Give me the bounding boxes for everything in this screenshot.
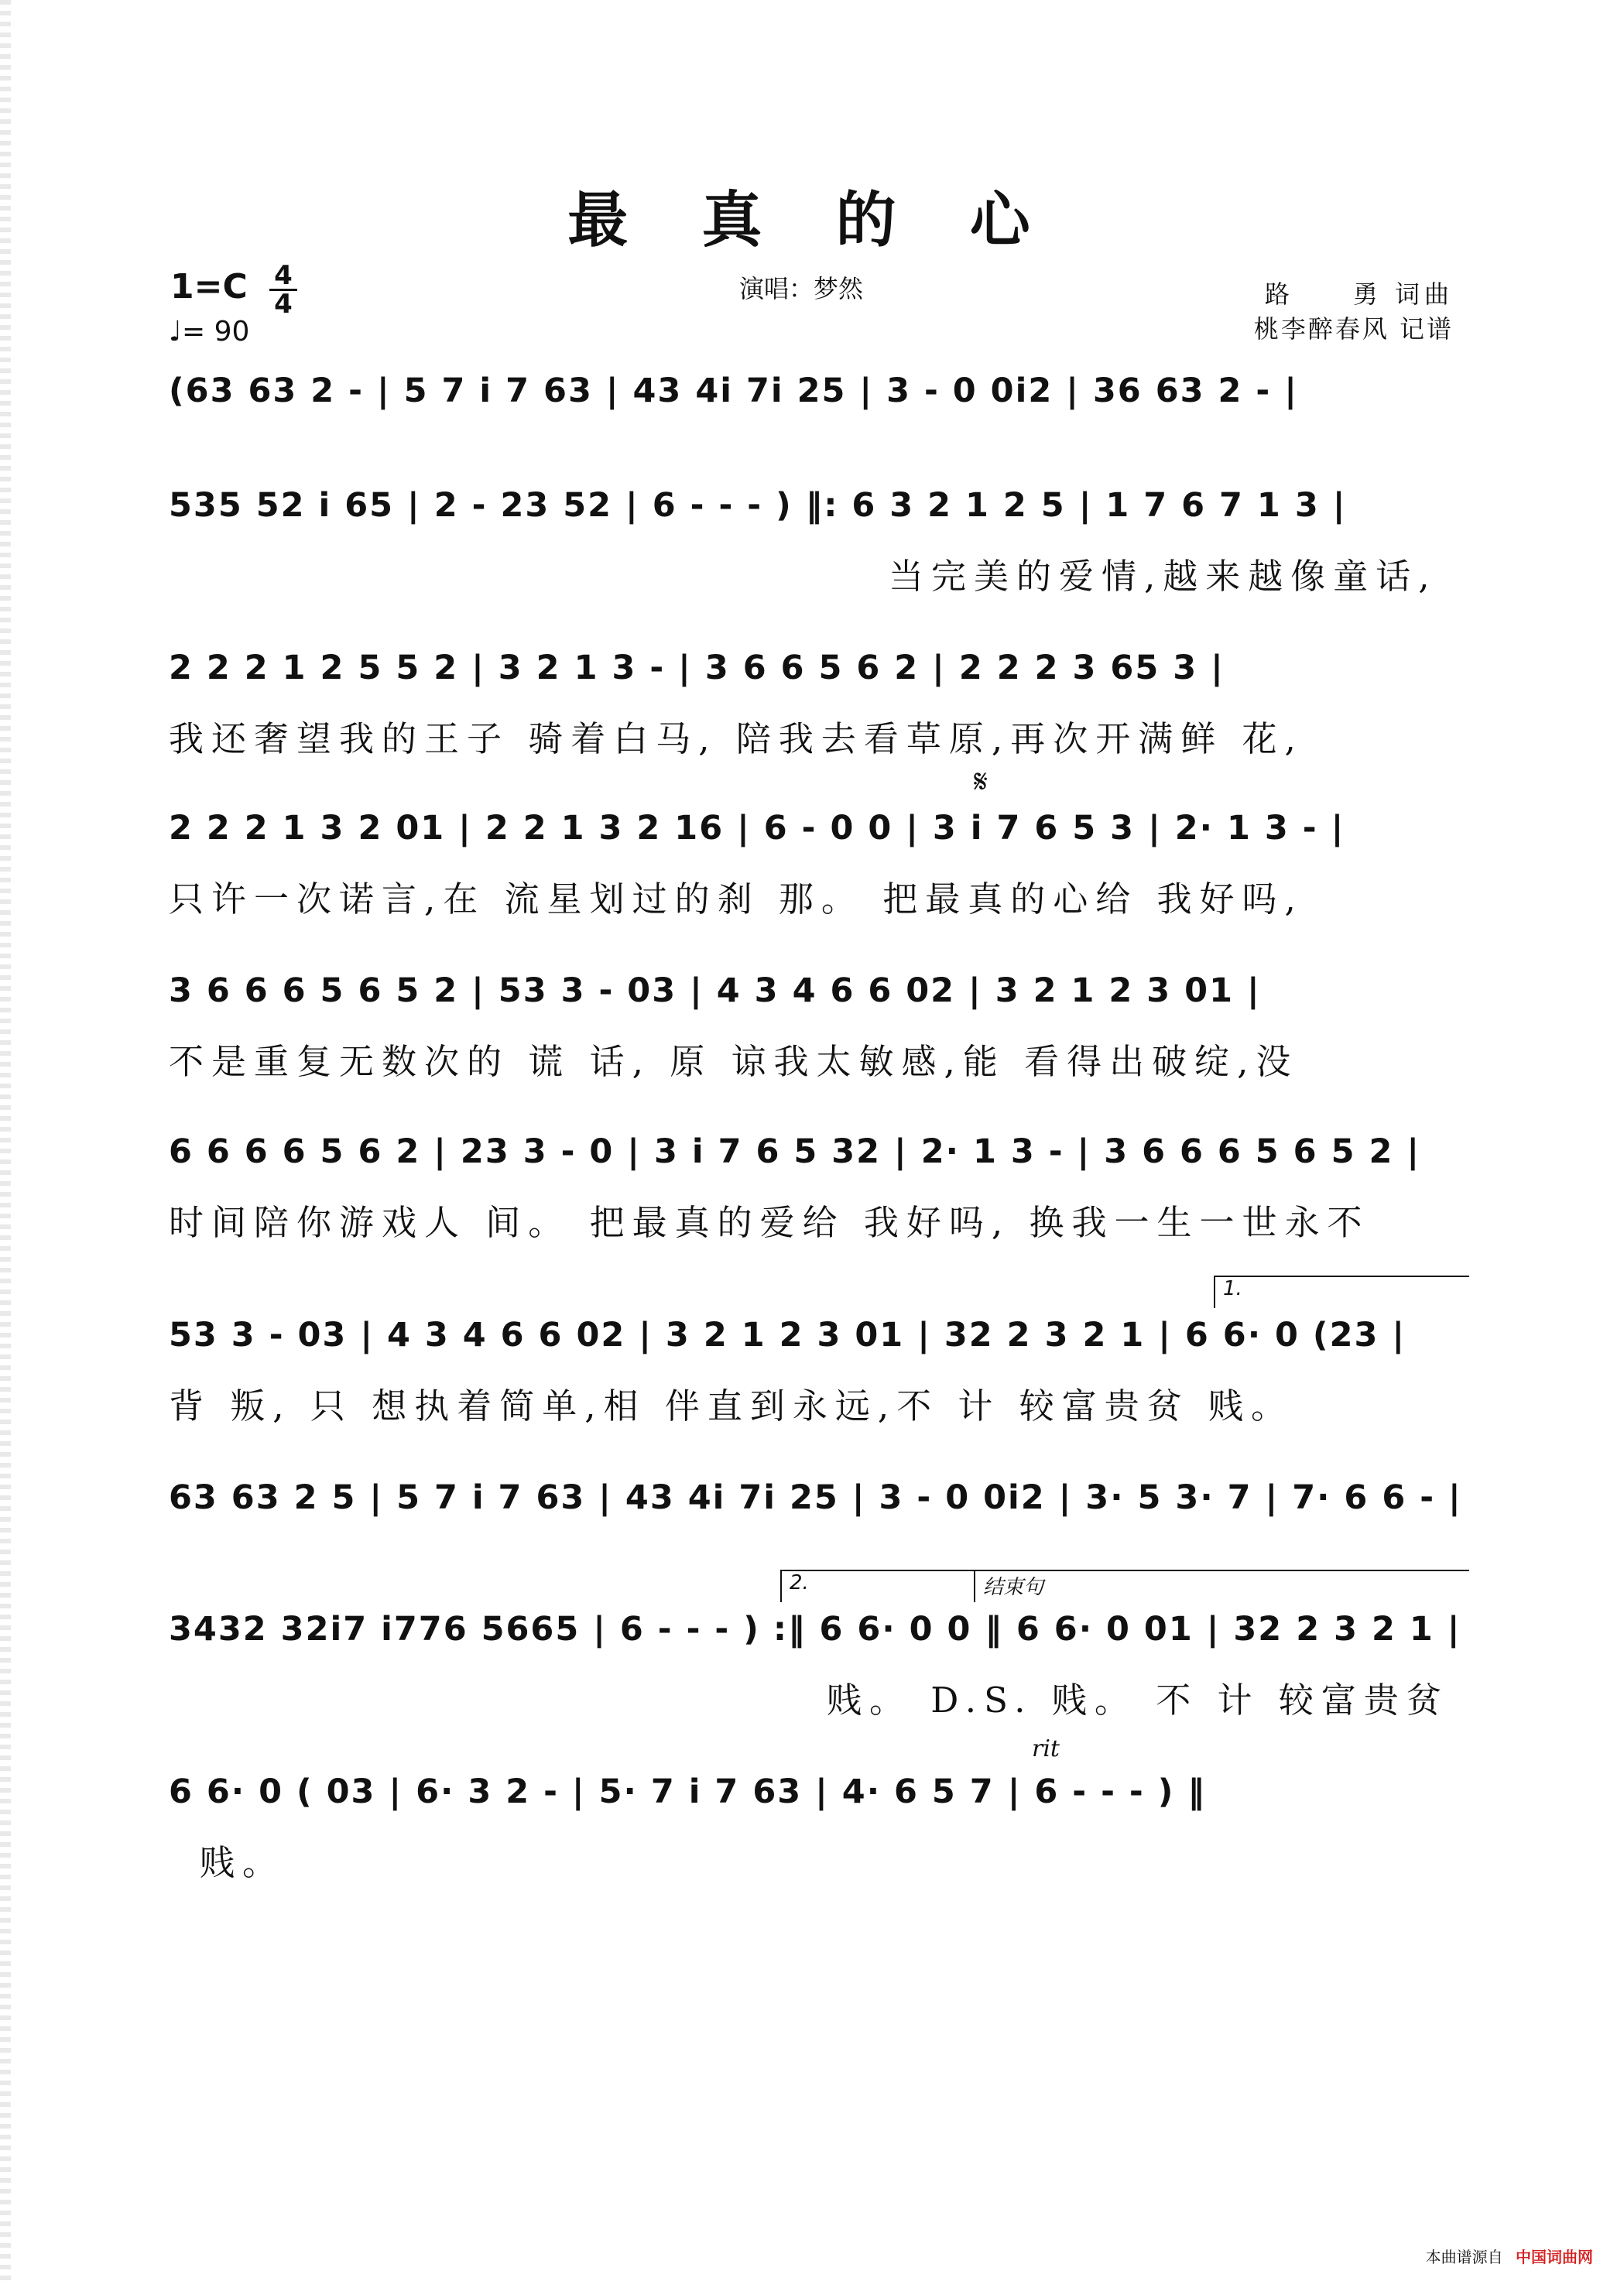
lyrics-line: 不是重复无数次的 谎 话, 原 谅我太敏感,能 看得出破绽,没 — [169, 1041, 1299, 1082]
notation-line: 2 2 2 1 3 2 01 | 2 2 1 3 2 16 | 6 - 0 0 | 3 i 7 6 5 3 | 2· 1 3 - | — [169, 809, 1345, 848]
notation-line: 6 6 6 6 5 6 2 | 23 3 - 0 | 3 i 7 6 5 32 | 2· 1 3 - | 3 6 6 6 5 6 5 2 | — [169, 1132, 1421, 1171]
singer-credit: 演唱：梦然 — [739, 274, 864, 303]
lyrics-line: 只许一次诺言,在 流星划过的刹 那。 把最真的心给 我好吗, — [169, 878, 1304, 920]
notation-line: (63 63 2 - | 5 7 i 7 63 | 43 4i 7i 25 | 3 - 0 0i2 | 36 63 2 - | — [169, 372, 1298, 410]
time-signature — [268, 260, 299, 320]
lyrics-line: 背 叛, 只 想执着简单,相 伴直到永远,不 计 较富贵贫 贱。 — [169, 1385, 1294, 1426]
ending-phrase-bracket: 结束句 — [974, 1570, 1469, 1602]
time-top: 4 — [274, 260, 293, 291]
transcriber-credit: 桃李醉春风 记谱 — [1253, 314, 1454, 344]
time-bottom: 4 — [274, 289, 293, 320]
ritardando-mark: rit — [1032, 1735, 1060, 1762]
notation-line: 3432 32i7 i776 5665 | 6 - - - ) :‖ 6 6· 0 0 ‖ 6 6· 0 01 | 32 2 3 2 1 | — [169, 1610, 1461, 1649]
lyrics-line: 贱。 — [200, 1842, 286, 1883]
song-title: 最 真 的 心 — [567, 185, 1057, 255]
composer-credit: 路 勇 词曲 — [1264, 279, 1454, 309]
notation-line: 2 2 2 1 2 5 5 2 | 3 2 1 3 - | 3 6 6 5 6 2 | 2 2 2 3 65 3 | — [169, 649, 1225, 687]
second-ending-bracket: 2. — [780, 1570, 975, 1602]
notation-line: 53 3 - 03 | 4 3 4 6 6 02 | 3 2 1 2 3 01 | 32 2 3 2 1 | 6 6· 0 (23 | — [169, 1316, 1406, 1355]
footer-site-link[interactable]: 中国词曲网 — [1516, 2248, 1593, 2266]
notation-line: 3 6 6 6 5 6 5 2 | 53 3 - 03 | 4 3 4 6 6 02 | 3 2 1 2 3 01 | — [169, 971, 1261, 1010]
notation-line: 63 63 2 5 | 5 7 i 7 63 | 43 4i 7i 25 | 3 - 0 0i2 | 3· 5 3· 7 | 7· 6 6 - | — [169, 1478, 1462, 1517]
first-ending-bracket: 1. — [1214, 1276, 1469, 1308]
tempo-marking: ♩= 90 — [169, 316, 250, 348]
footer-source-text: 本曲谱源自 — [1425, 2248, 1503, 2266]
lyrics-line: 我还奢望我的王子 骑着白马, 陪我去看草原,再次开满鲜 花, — [169, 718, 1304, 759]
side-watermark-strip — [0, 0, 11, 2281]
lyrics-line: 当完美的爱情,越来越像童话, — [889, 556, 1437, 597]
lyrics-line: 贱。 D.S. 贱。 不 计 较富贵贫 — [827, 1680, 1449, 1721]
notation-line: 535 52 i 65 | 2 - 23 52 | 6 - - - ) ‖: 6 3 2 1 2 5 | 1 7 6 7 1 3 | — [169, 486, 1347, 525]
lyrics-line: 时间陪你游戏人 间。 把最真的爱给 我好吗, 换我一生一世永不 — [169, 1202, 1370, 1243]
footer-credit — [1426, 2245, 1593, 2267]
key-signature: 1=C — [170, 267, 248, 307]
segno-sign: 𝄋 — [974, 762, 988, 800]
notation-line: 6 6· 0 ( 03 | 6· 3 2 - | 5· 7 i 7 63 | 4· 6 5 7 | 6 - - - ) ‖ — [169, 1772, 1206, 1811]
